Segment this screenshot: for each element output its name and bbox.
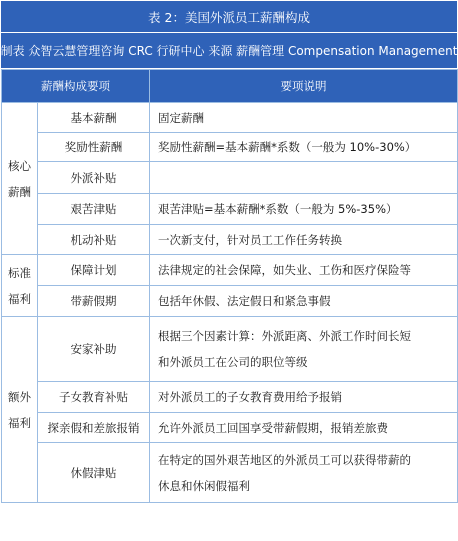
row-desc: 奖励性薪酬=基本薪酬*系数（一般为 10%-30%） [150, 133, 458, 162]
header-desc: 要项说明 [150, 70, 458, 103]
table-row [2, 255, 458, 286]
table-row [2, 443, 458, 503]
row-desc: 包括年休假、法定假日和紧急事假 [150, 286, 458, 317]
row-desc: 对外派员工的子女教育费用给予报销 [150, 382, 458, 413]
table-row [2, 382, 458, 413]
row-item: 休假津贴 [38, 443, 150, 503]
header-item: 薪酬构成要项 [2, 70, 150, 103]
table-row [2, 225, 458, 255]
row-desc [150, 162, 458, 194]
row-item: 保障计划 [38, 255, 150, 286]
table-title: 表 2：美国外派员工薪酬构成 [1, 1, 457, 32]
row-item: 艰苦津贴 [38, 194, 150, 225]
table-row [2, 194, 458, 225]
row-desc: 艰苦津贴=基本薪酬*系数（一般为 5%-35%） [150, 194, 458, 225]
row-item: 基本薪酬 [38, 103, 150, 133]
group-core: 核心 薪酬 [2, 103, 38, 255]
table-header-row [2, 70, 458, 103]
table-source: 制表 众智云慧管理咨询 CRC 行研中心 来源 薪酬管理 Compensation Management [1, 33, 457, 68]
compensation-table [1, 69, 458, 503]
table-row [2, 413, 458, 443]
row-item: 子女教育补贴 [38, 382, 150, 413]
table-row [2, 317, 458, 382]
row-desc: 允许外派员工回国享受带薪假期，报销差旅费 [150, 413, 458, 443]
table-row [2, 103, 458, 133]
row-desc: 一次新支付，针对员工工作任务转换 [150, 225, 458, 255]
group-extra: 额外 福利 [2, 317, 38, 503]
row-item: 机动补贴 [38, 225, 150, 255]
table-row [2, 133, 458, 162]
row-item: 带薪假期 [38, 286, 150, 317]
row-desc: 法律规定的社会保障，如失业、工伤和医疗保险等 [150, 255, 458, 286]
row-desc: 根据三个因素计算：外派距离、外派工作时间长短 和外派员工在公司的职位等级 [150, 317, 458, 382]
table-row [2, 162, 458, 194]
row-item: 探亲假和差旅报销 [38, 413, 150, 443]
row-item: 奖励性薪酬 [38, 133, 150, 162]
row-desc: 固定薪酬 [150, 103, 458, 133]
group-standard: 标准 福利 [2, 255, 38, 317]
table-row [2, 286, 458, 317]
row-item: 安家补助 [38, 317, 150, 382]
row-item: 外派补贴 [38, 162, 150, 194]
row-desc: 在特定的国外艰苦地区的外派员工可以获得带薪的 休息和休闲假福利 [150, 443, 458, 503]
